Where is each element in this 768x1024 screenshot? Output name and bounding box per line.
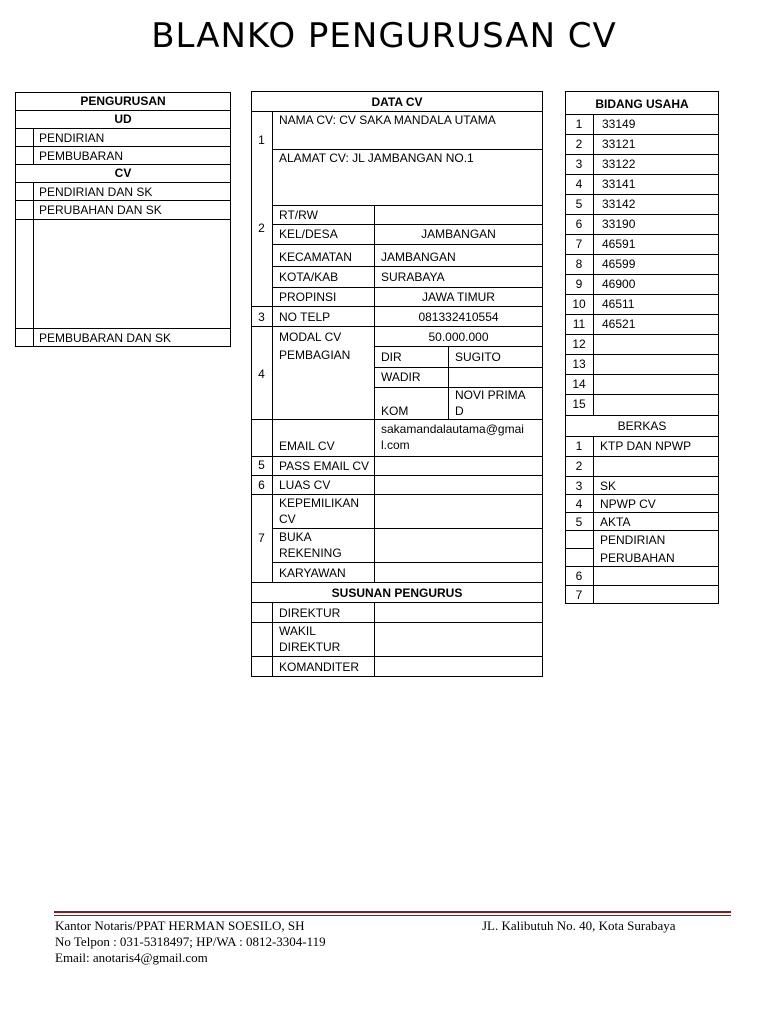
berkas-item: AKTA <box>600 515 631 529</box>
footer-rule <box>54 915 731 916</box>
direktur-label: DIREKTUR <box>279 606 341 620</box>
bidang-usaha-row-number: 8 <box>575 257 583 271</box>
keldesa-value: JAMBANGAN <box>421 227 496 241</box>
row-number: 7 <box>258 531 265 545</box>
telp-value: 081332410554 <box>418 310 499 324</box>
modal-value: 50.000.000 <box>428 330 489 344</box>
bidang-usaha-row-number: 4 <box>575 177 583 191</box>
bidang-usaha-code: 46900 <box>602 277 636 291</box>
berkas-row-number: 6 <box>575 569 583 583</box>
email-value-line2: l.com <box>381 438 410 452</box>
footer-email: Email: anotaris4@gmail.com <box>55 950 208 965</box>
alamat-cv: ALAMAT CV: JL JAMBANGAN NO.1 <box>279 151 474 165</box>
footer-office: Kantor Notaris/PPAT HERMAN SOESILO, SH <box>55 918 305 933</box>
footer-phone: No Telpon : 031-5318497; HP/WA : 0812-3304-119 <box>55 934 326 949</box>
wakil-direktur-line2: DIREKTUR <box>279 640 341 654</box>
bidang-usaha-code: 33122 <box>602 157 636 171</box>
bidang-usaha-code: 33142 <box>602 197 636 211</box>
kom-label: KOM <box>381 404 409 418</box>
kom-value-line2: D <box>455 404 464 418</box>
row-number: 4 <box>258 367 265 381</box>
bidang-usaha-code: 33121 <box>602 137 636 151</box>
berkas-row-number: 4 <box>575 497 583 511</box>
bidang-usaha-code: 46511 <box>602 297 635 311</box>
rtrw-label: RT/RW <box>279 208 318 222</box>
berkas-row-number: 2 <box>575 459 583 473</box>
berkas-item: NPWP CV <box>600 497 656 511</box>
row-number: 3 <box>258 310 265 324</box>
pass-email-label: PASS EMAIL CV <box>279 459 370 473</box>
dir-value: SUGITO <box>455 350 501 364</box>
komanditer-label: KOMANDITER <box>279 660 360 674</box>
bidang-usaha-row-number: 15 <box>572 397 586 411</box>
bidang-usaha-row-number: 13 <box>572 357 586 371</box>
footer-rule <box>54 911 731 913</box>
berkas-item: KTP DAN NPWP <box>600 439 692 453</box>
kota-value: SURABAYA <box>381 270 445 284</box>
cv-item-pendirian: PENDIRIAN DAN SK <box>39 185 153 199</box>
bidang-usaha-code: 33149 <box>602 117 636 131</box>
ud-item-pendirian: PENDIRIAN <box>39 131 105 145</box>
row-number: 5 <box>258 458 265 472</box>
berkas-item: PERUBAHAN <box>600 551 675 565</box>
bidang-usaha-row-number: 14 <box>572 377 586 391</box>
bidang-usaha-code: 33141 <box>602 177 636 191</box>
bidang-usaha-row-number: 6 <box>575 217 583 231</box>
footer-address: JL. Kalibutuh No. 40, Kota Surabaya <box>482 918 676 933</box>
bidang-usaha-code: 46599 <box>602 257 636 271</box>
bidang-usaha-row-number: 9 <box>575 277 583 291</box>
row-number: 1 <box>258 133 265 147</box>
bidang-usaha-row-number: 10 <box>572 297 586 311</box>
propinsi-value: JAWA TIMUR <box>422 290 495 304</box>
kecamatan-label: KECAMATAN <box>279 250 352 264</box>
kom-value-line1: NOVI PRIMA <box>455 388 526 402</box>
bidang-usaha-code: 46591 <box>602 237 636 251</box>
berkas-header: BERKAS <box>617 419 667 433</box>
kepemilikan-label-line2: CV <box>279 512 296 526</box>
email-label: EMAIL CV <box>279 439 335 453</box>
bidang-usaha-row-number: 7 <box>575 237 583 251</box>
susunan-header: SUSUNAN PENGURUS <box>331 586 463 600</box>
keldesa-label: KEL/DESA <box>279 227 338 241</box>
bidang-usaha-row-number: 2 <box>575 137 583 151</box>
bidang-usaha-header: BIDANG USAHA <box>595 97 689 111</box>
bidang-usaha-row-number: 5 <box>575 197 583 211</box>
page-title: BLANKO PENGURUSAN CV <box>151 16 617 56</box>
bidang-usaha-row-number: 1 <box>575 117 583 131</box>
buka-rekening-line1: BUKA <box>279 530 312 544</box>
berkas-row-number: 5 <box>575 515 583 529</box>
buka-rekening-line2: REKENING <box>279 546 342 560</box>
pengurusan-header: PENGURUSAN <box>80 94 166 108</box>
nama-cv: NAMA CV: CV SAKA MANDALA UTAMA <box>279 113 496 127</box>
bidang-usaha-row-number: 3 <box>575 157 583 171</box>
dir-label: DIR <box>381 350 402 364</box>
luas-label: LUAS CV <box>279 478 331 492</box>
bidang-usaha-row-number: 12 <box>572 337 586 351</box>
telp-label: NO TELP <box>279 310 331 324</box>
berkas-item: SK <box>600 479 617 493</box>
karyawan-label: KARYAWAN <box>279 566 346 580</box>
data-cv-header: DATA CV <box>371 95 423 109</box>
email-value-line1: sakamandalautama@gmai <box>381 422 524 436</box>
modal-label: MODAL CV <box>279 330 342 344</box>
propinsi-label: PROPINSI <box>279 290 337 304</box>
row-number: 6 <box>258 478 265 492</box>
berkas-row-number: 3 <box>575 479 583 493</box>
kecamatan-value: JAMBANGAN <box>381 250 456 264</box>
ud-label: UD <box>114 112 132 126</box>
cv-item-pembubaran: PEMBUBARAN DAN SK <box>39 331 172 345</box>
bidang-usaha-code: 33190 <box>602 217 636 231</box>
kepemilikan-label-line1: KEPEMILIKAN <box>279 496 360 510</box>
wadir-label: WADIR <box>381 370 421 384</box>
berkas-item: PENDIRIAN <box>600 533 666 547</box>
ud-item-pembubaran: PEMBUBARAN <box>39 149 124 163</box>
berkas-row-number: 1 <box>575 439 583 453</box>
berkas-row-number: 7 <box>575 588 583 602</box>
bidang-usaha-row-number: 11 <box>572 317 586 331</box>
pembagian-label: PEMBAGIAN <box>279 348 351 362</box>
kota-label: KOTA/KAB <box>279 270 339 284</box>
cv-item-perubahan: PERUBAHAN DAN SK <box>39 203 162 217</box>
wakil-direktur-line1: WAKIL <box>279 624 316 638</box>
row-number: 2 <box>258 221 265 235</box>
cv-label: CV <box>114 166 132 180</box>
bidang-usaha-code: 46521 <box>602 317 636 331</box>
